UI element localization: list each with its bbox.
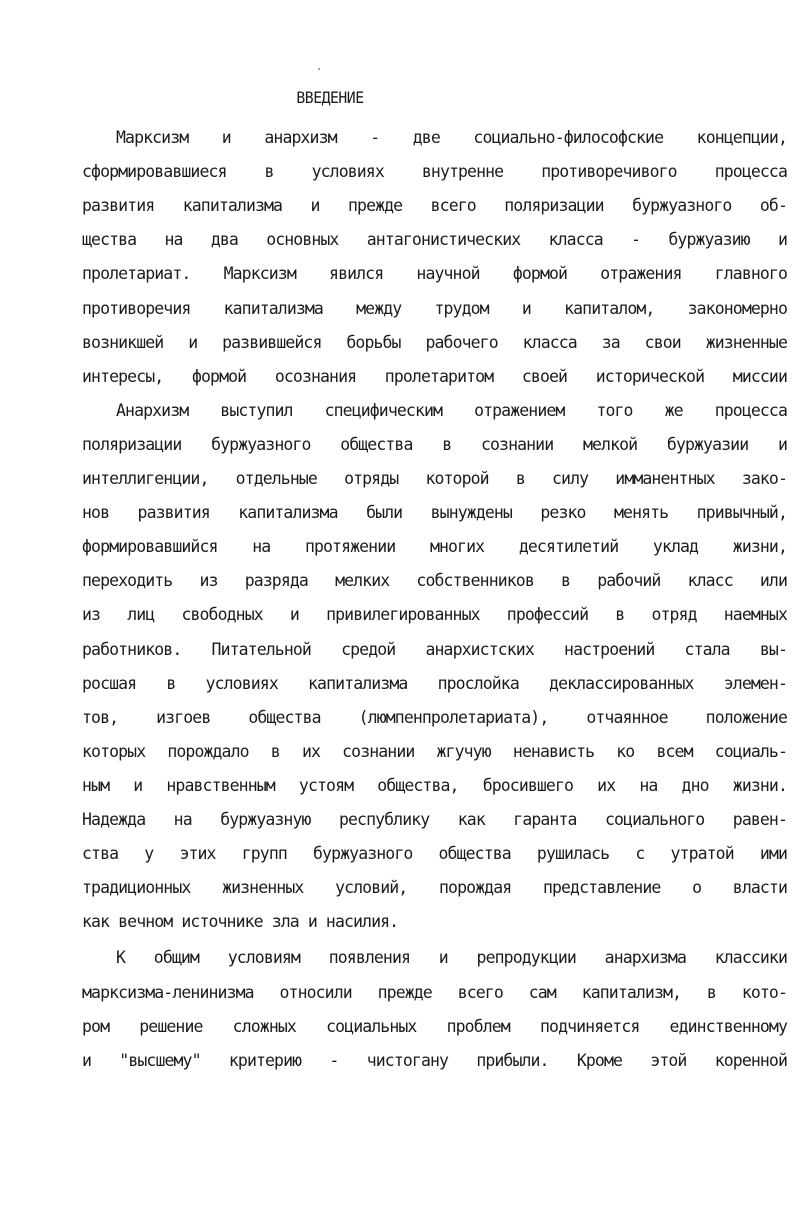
text-line: Марксизм и анархизм - две социально-философские концепции, xyxy=(116,128,787,147)
text-line: которых порождало в их сознании жгучую ненависть ко всем социаль- xyxy=(82,742,787,761)
text-line: из лиц свободных и привилегированных профессий в отряд наемных xyxy=(82,605,787,624)
text-line: тов, изгоев общества (люмпенпролетариата), отчаянное положение xyxy=(82,708,787,727)
text-line: ства у этих групп буржуазного общества рушилась с утратой ими xyxy=(82,844,787,863)
text-line: формировавшийся на протяжении многих десятилетий уклад жизни, xyxy=(82,537,787,556)
text-line: как вечном источнике зла и насилия. xyxy=(82,912,399,931)
text-line: росшая в условиях капитализма прослойка деклассированных элемен- xyxy=(82,674,787,693)
text-line: интересы, формой осознания пролетаритом своей исторической миссии xyxy=(82,367,787,386)
text-line: и "высшему" критерию - чистогану прибыли. Кроме этой коренной xyxy=(82,1051,787,1070)
text-line: переходить из разряда мелких собственников в рабочий класс или xyxy=(82,571,787,590)
text-line: интеллигенции, отдельные отряды которой в силу имманентных зако- xyxy=(82,469,787,488)
text-line: К общим условиям появления и репродукции анархизма классики xyxy=(116,948,787,967)
text-line: Анархизм выступил специфическим отражением того же процесса xyxy=(116,401,787,420)
text-line: марксизма-ленинизма относили прежде всего сам капитализм, в кото- xyxy=(82,983,787,1002)
text-line: Надежда на буржуазную республику как гаранта социального равен- xyxy=(82,810,787,829)
text-line: возникшей и развившейся борьбы рабочего класса за свои жизненные xyxy=(82,333,787,352)
text-line: поляризации буржуазного общества в сознании мелкой буржуазии и xyxy=(82,435,787,454)
text-line: ным и нравственным устоям общества, бросившего их на дно жизни. xyxy=(82,776,787,795)
text-line: работников. Питательной средой анархистских настроений стала вы- xyxy=(82,640,787,659)
text-line: пролетариат. Марксизм явился научной формой отражения главного xyxy=(82,264,787,283)
text-line: противоречия капитализма между трудом и капиталом, закономерно xyxy=(82,299,787,318)
text-line: щества на два основных антагонистических класса - буржуазию и xyxy=(82,230,787,249)
text-line: нов развития капитализма были вынуждены резко менять привычный, xyxy=(82,503,787,522)
text-line: традиционных жизненных условий, порождая представление о власти xyxy=(82,878,787,897)
page-title: ВВЕДЕНИЕ xyxy=(296,88,364,107)
text-line: ром решение сложных социальных проблем подчиняется единственному xyxy=(82,1017,787,1036)
text-line: развития капитализма и прежде всего поляризации буржуазного об- xyxy=(82,196,787,215)
text-line: сформировавшиеся в условиях внутренне противоречивого процесса xyxy=(82,162,787,181)
scan-speck xyxy=(318,68,320,70)
